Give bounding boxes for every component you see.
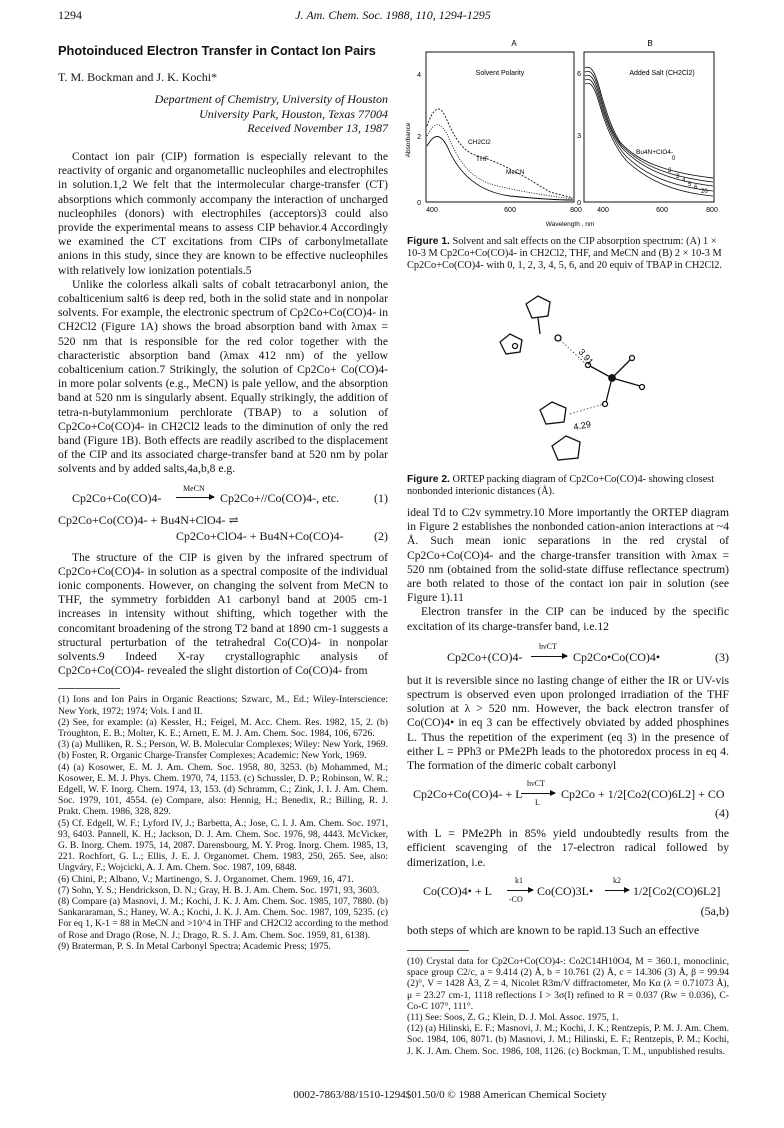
paragraph-5: Electron transfer in the CIP can be induced by the specific excitation of its charge-transfer band, i.e.12 — [407, 605, 729, 633]
curve-thf — [427, 125, 573, 199]
x-tick: 800 — [706, 207, 718, 214]
y-tick: 3 — [577, 133, 581, 140]
distance-line-2 — [570, 404, 604, 414]
equation-5: Co(CO)4• + L k1 -CO Co(CO)3L• k2 1/2[Co2(CO)6L2] (5a,b) — [423, 875, 729, 918]
panel-b-label: B — [647, 39, 653, 48]
label-curve: 6 — [694, 185, 698, 191]
footnote-rule — [407, 950, 469, 951]
paragraph-2: Unlike the colorless alkali salts of cobalt tetracarbonyl anion, the cobalticenium salt6 is deep red, both in the solid state and in nonpolar solvents. For example, the electronic spectrum of Cp2Co+Co(CO)4- in CH2Cl2 (Figure 1A) shows the broad absorption band with λmax = 520 nm that is responsible for the red color together with the characteristic absorption band (λmax 412 nm) of the yellow cobalticenium cation.7 Strikingly, the solution of Cp2Co+ Co(CO)4- in more polar solvents (e.g., MeCN) is pale yellow, and the absorption band at 520 nm is singularly absent. Equally strikingly, the addition of tetra-n-butylammonium perchlorate (TBAP) to a solution of Cp2Co+Co(CO)4- in CH2Cl2 leads to the diminution of only the red band (Figure 1B). Both effects are readily ascribed to the displacement of the CIP and its associated charge-transfer band at 520 nm by polar solvents and by added salts,4a,b,8 e.g. — [58, 277, 388, 476]
footnote: (5) Cf. Edgell, W. F.; Lyford IV, J.; Barbetta, A.; Jose, C. I. J. Am. Chem. Soc. 1971, 93, 6403. Pannell, K. H.; Jackson, D. J. Am. Chem. Soc. 1976, 98, 4443. McVicker, G. B. Inorg. Chem. 1975, 14, 2087. Darensbourg, M. Y. Prog. Inorg. Chem. 1985, 13, 221. Rochfort, G. L.; Ellis, J. E. J. Organomet. Chem. 1983, 250, 265. See, also: Ungváry, F.; Wojcicki, A. J. Am. Chem. Soc. 1987, 109, 6848. — [58, 817, 388, 874]
footnote: (8) Compare (a) Masnovi, J. M.; Kochi, J. K. J. Am. Chem. Soc. 1985, 107, 7880. (b) Sankararaman, S.; Haney, W. A.; Kochi, J. K. J. Am. Chem. Soc. 1987, 109, 5235. (c) For eq 1, K-1 = 88 in MeCN and >10^4 in THF and CH2Cl2 according to the method of Rose and Drago (Rose, N. J.; Drago, R. S. J. Am. Chem. Soc. 1959, 81, 6138). — [58, 896, 388, 941]
cp-ring-middle — [540, 402, 566, 424]
journal-citation: J. Am. Chem. Soc. 1988, 110, 1294-1295 — [295, 8, 491, 22]
footnotes-right — [407, 956, 729, 1057]
label-curve: 20 — [701, 189, 708, 195]
curve-mecn — [427, 137, 573, 201]
x-tick: 400 — [426, 207, 438, 214]
paragraph-1: Contact ion pair (CIP) formation is especially relevant to the reactivity of organic and organometallic nucleophiles and electrophiles in solution.1,2 We felt that the intermolecular charge-transfer (CT) absorptions which commonly accompany the interaction of uncharged nucleophiles (donors) with electrophiles (acceptors)3 could also provide the experimental means to assess CIP behavior.4 Accordingly we examined the CT excitations from CIPs of carbonylmetallate anions in this study, since they are known to be effective nucleophiles with relatively low ionization potentials.5 — [58, 149, 388, 277]
curve-0 — [585, 67, 713, 178]
figure-2-caption-text: ORTEP packing diagram of Cp2Co+Co(CO)4- showing closest nonbonded interionic distances (Å). — [407, 474, 715, 497]
footnote: (2) See, for example: (a) Kessler, H.; Feigel, M. Acc. Chem. Res. 1982, 15, 2. (b) Troughton, E. B.; Molter, K. E.; Arnett, E. M. J. Am. Chem. Soc. 1984, 106, 6726. — [58, 716, 388, 740]
footnote: (3) (a) Mulliken, R. S.; Person, W. B. Molecular Complexes; Wiley: New York, 1969. (b) Foster, R. Organic Charge-Transfer Complexes; Academic: New York, 1969. — [58, 739, 388, 762]
cp-ring-top — [526, 296, 550, 318]
left-column — [58, 44, 388, 952]
y-tick: 4 — [417, 72, 421, 79]
cp-ring-bottom — [552, 436, 580, 460]
label-curve: 2 — [668, 168, 672, 174]
equation-4: Cp2Co+Co(CO)4- + L hνCT L Cp2Co + 1/2[Co2(CO)6L2] + CO (4) — [413, 779, 729, 821]
curve-3 — [585, 75, 713, 186]
curve-6 — [585, 79, 713, 191]
label-ch2cl2: CH2Cl2 — [468, 139, 491, 146]
panel-a-title: Solvent Polarity — [475, 70, 525, 77]
label-mecn: MeCN — [506, 169, 525, 176]
label-curve: 4 — [682, 178, 686, 184]
figure-2-ortep — [470, 290, 670, 470]
footnotes-right-block — [407, 950, 729, 1057]
paragraph-4: ideal Td to C2v symmetry.10 More importantly the ORTEP diagram in Figure 2 establishes the nonbonded cation-anion interactions at ~4 Å. Such mean ionic separations in the red crystal of Cp2Co+Co(CO)4- and the charge-transfer transition with λmax = 520 nm (obtained from the solid-state diffuse reflectance spectrum) are both related to those of the contact ion pair in solution (see Figure 1).11 — [407, 506, 729, 605]
x-tick: 600 — [504, 207, 516, 214]
footnote: (1) Ions and Ion Pairs in Organic Reactions; Szwarc, M., Ed.; Wiley-Interscience: New York, 1972; 1974; Vols. I and II. — [58, 694, 388, 717]
x-axis-label: Wavelength , nm — [545, 221, 595, 228]
distance-label-2: 4.29 — [572, 419, 592, 432]
equation-1: Cp2Co+Co(CO)4- MeCN Cp2Co+//Co(CO)4-, etc. (1) — [72, 483, 388, 505]
footnote: (11) See: Soos, Z. G.; Klein, D. J. Mol. Assoc. 1975, 1. — [407, 1012, 619, 1024]
x-tick: 800 — [570, 207, 582, 214]
right-column — [407, 506, 729, 938]
label-thf: THF — [476, 156, 489, 163]
figure-2-caption — [407, 474, 729, 498]
footnote: (6) Chini, P.; Albano, V.; Martinengo, S. J. Organomet. Chem. 1969, 16, 471. — [58, 873, 354, 885]
curve-ch2cl2 — [427, 109, 573, 198]
cp-ring-left — [500, 334, 522, 354]
panel-a-label: A — [511, 39, 517, 48]
paragraph-6: but it is reversible since no lasting change of either the IR or UV-vis spectrum is observed even upon prolonged irradiation of the THF solution at λ > 520 nm. However, the back electron transfer of Co(CO)4• in eq 3 can be effectively obviated by added phosphines L. Thus the repetition of the experiment (eq 3) in the presence of either L = PPh3 or PMe2Ph leads to the photoredox process in eq 4. The formation of the dimeric cobalt carbonyl — [407, 673, 729, 773]
authors: T. M. Bockman and J. K. Kochi* — [58, 70, 218, 85]
x-tick: 400 — [597, 207, 609, 214]
x-tick: 600 — [656, 207, 668, 214]
y-tick: 2 — [417, 134, 421, 141]
cobalt-atom — [609, 375, 615, 381]
y-axis-label: Absorbance — [405, 122, 412, 158]
label-curve: 0 — [672, 156, 676, 162]
distance-label-1: 3.91 — [576, 346, 596, 367]
affiliation — [58, 92, 388, 136]
article-title: Photoinduced Electron Transfer in Contact Ion Pairs — [58, 43, 376, 58]
label-curve: 5 — [688, 182, 692, 188]
figure-2-caption-label: Figure 2. — [407, 474, 450, 485]
page-number: 1294 — [58, 8, 82, 22]
paragraph-7: with L = PMe2Ph in 85% yield undoubtedly results from the efficient scavenging of the 17-electron radical followed by dimerization, i.e. — [407, 827, 729, 869]
copyright-footer: 0002-7863/88/1510-1294$01.50/0 © 1988 American Chemical Society — [293, 1089, 607, 1101]
affiliation-line-1: Department of Chemistry, University of Houston — [154, 92, 388, 107]
footnote: (10) Crystal data for Cp2Co+Co(CO)4-: Co2C14H10O4, M = 360.1, monoclinic, space group C2/c, a = 9.414 (2) Å, b = 10.761 (2) Å, c = 14.306 (3) Å, β = 99.94 (2)°, V = 1428 Å3, Z = 4, Nicolet R3m/V diffractometer, Mo Kα (λ = 0.71073 Å), μ = 23.27 cm-1, 1118 reflections I > 3σ(I) refined to R = 0.037 (Rw = 0.036), C-Co-C 107°, 111°. — [407, 956, 729, 1012]
label-curve: 3 — [676, 174, 680, 180]
paragraph-3: The structure of the CIP is given by the infrared spectrum of Cp2Co+Co(CO)4- in solution as a spectral composite of the individual ionic components. However, on changing the solvent from MeCN to THF, the symmetry forbidden A1 carbonyl band at 2005 cm-1 increases in intensity without shifting, which together with the concomitant broadening of the strong T2 band at 1890 cm-1 suggests a structural perturbation of the tetrahedral Co(CO)4- in nonpolar solvents.9 Indeed X-ray crystallographic analysis of Cp2Co+Co(CO)4- revealed the slight distortion of Co(CO)4- from — [58, 550, 388, 678]
curve-2 — [585, 71, 713, 182]
y-tick: 6 — [577, 71, 581, 78]
panel-b-title: Added Salt (CH2Cl2) — [629, 70, 695, 77]
figure-1-caption-text: Solvent and salt effects on the CIP absorption spectrum: (A) 1 × 10-3 M Cp2Co+Co(CO)4- in CH2Cl2, THF, and MeCN and (B) 2 × 10-3 M Cp2Co+Co(CO)4- with 0, 1, 2, 3, 4, 5, 6, and 20 equiv of TBAP in CH2Cl2. — [407, 236, 723, 271]
label-salt: Bu4N+ClO4- — [636, 149, 674, 156]
equation-3: Cp2Co+(CO)4- hνCT Cp2Co•Co(CO)4• (3) — [447, 641, 729, 664]
figure-1-caption-label: Figure 1. — [407, 236, 450, 247]
footnotes-left — [58, 694, 388, 952]
figure-1-spectra — [400, 36, 730, 232]
footnote-rule — [58, 688, 120, 689]
footnote: (12) (a) Hilinski, E. F.; Masnovi, J. M.; Kochi, J. K.; Rentzepis, P. M. J. Am. Chem. Soc. 1984, 106, 8071. (b) Masnovi, J. M.; Hilinski, E. F.; Rentzepis, P. M.; Kochi, J. K. J. Am. Chem. Soc. 1986, 108, 1126. (c) Bockman, T. M., unpublished results. — [407, 1023, 729, 1057]
y-tick: 0 — [577, 200, 581, 207]
paragraph-8: both steps of which are known to be rapid.13 Such an effective — [407, 923, 700, 937]
footnote: (4) (a) Kosower, E. M. J. Am. Chem. Soc. 1958, 80, 3253. (b) Mohammed, M.; Kosower, E. M. J. Phys. Chem. 1970, 74, 1153. (c) Schussler, D. P.; Robinson, W. R.; Edgell, W. F. Inorg. Chem. 1974, 13, 153. (d) Schramm, C.; Zink, J. I. J. Am. Chem. Soc. 1979, 101, 4554. (e) Compare, also: Hennig, H.; Benedix, R.; Billing, R. J. Prakt. Chem. 1986, 328, 829. — [58, 761, 388, 818]
y-tick: 0 — [417, 200, 421, 207]
equation-2: Cp2Co+Co(CO)4- + Bu4N+ClO4- ⇌ Cp2Co+ClO4- + Bu4N+Co(CO)4- (2) — [58, 512, 388, 543]
affiliation-line-2: University Park, Houston, Texas 77004 — [199, 106, 388, 121]
figure-1-caption — [407, 236, 729, 272]
footnote: (9) Braterman, P. S. In Metal Carbonyl Spectra; Academic Press; 1975. — [58, 940, 331, 952]
received-date: Received November 13, 1987 — [247, 121, 388, 136]
footnote: (7) Sohn, Y. S.; Hendrickson, D. N.; Gray, H. B. J. Am. Chem. Soc. 1971, 93, 3603. — [58, 884, 380, 896]
